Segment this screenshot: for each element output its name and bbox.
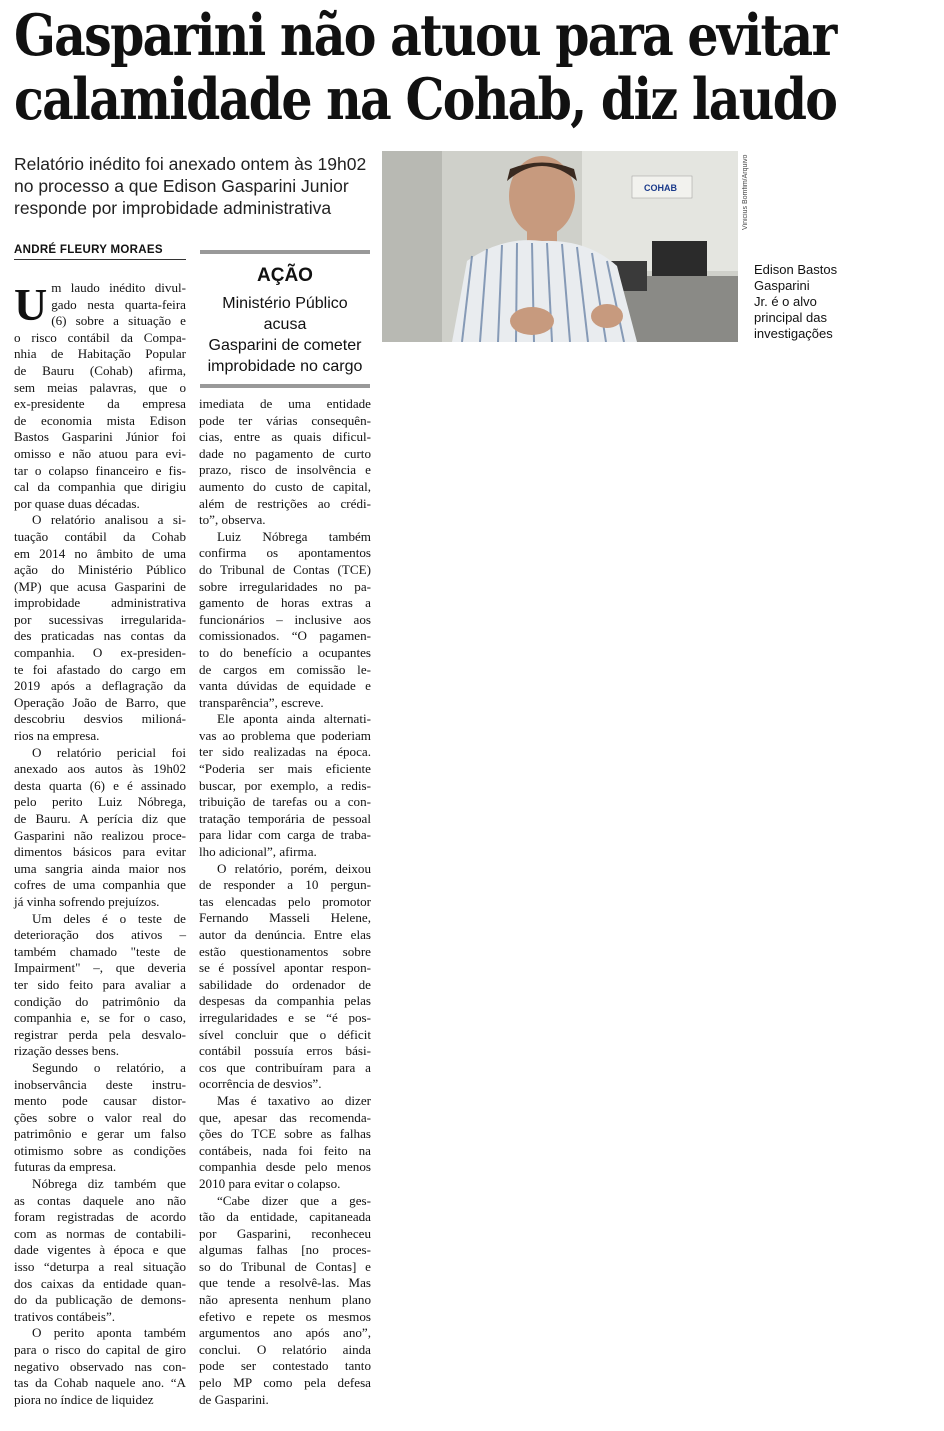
article-line: (MP) que acusa Gasparini de — [14, 578, 186, 594]
article-line: não apresenta nenhum plano — [199, 1292, 371, 1308]
article-line: autor da denúncia. Entre elas — [199, 927, 371, 942]
article-line: tas da Cohab naquele ano. “A — [14, 1375, 186, 1391]
article-line: Luiz Nóbrega também — [217, 528, 371, 544]
article-line: Bastos Gasparini Júnior foi — [14, 429, 186, 445]
article-line: to”, observa. — [199, 512, 266, 528]
article-line: ter sido realizadas na época. — [199, 744, 371, 760]
article-line: pelo MP como pela defesa — [199, 1375, 371, 1391]
headline-line-2: calamidade na Cohab, diz laudo — [14, 66, 837, 133]
article-line: despesas da companhia pelas — [199, 993, 371, 1009]
headline — [14, 2, 837, 133]
article-line: ções sobre o valor real do — [14, 1109, 186, 1125]
sidebar-box-title: AÇÃO — [257, 265, 313, 286]
article-line: so do Tribunal de Contas] e — [199, 1258, 371, 1274]
article-line: por sucessivas irregularida- — [14, 611, 186, 627]
article-line: tuação contábil da Cohab — [14, 528, 186, 544]
article-line: por Gasparini, reconheceu — [199, 1225, 371, 1241]
subhead-line-3: responde por improbidade administrativa — [14, 198, 332, 218]
sidebar-box-line: Ministério Público acusa — [222, 295, 348, 333]
article-line: de Bauru. A perícia diz que — [14, 811, 186, 826]
caption-line: principal das — [754, 310, 827, 325]
article-line: patrimônio e gerar um falso — [14, 1126, 186, 1142]
article-line: de cargos em comissão le- — [199, 661, 371, 677]
photo-caption — [754, 262, 854, 342]
article-line: ocorrência de desvios”. — [199, 1076, 322, 1092]
sidebar-box — [200, 250, 370, 388]
article-line: futuras da empresa. — [14, 1159, 117, 1175]
article-line: ex-presidente da empresa — [14, 396, 186, 412]
article-line: cal da companhia que dirigiu — [14, 479, 186, 495]
article-line: vas ao problema que poderiam — [199, 727, 371, 743]
article-line: tar o colapso financeiro e fis- — [14, 462, 186, 478]
article-line: Operação João de Barro, que — [14, 694, 186, 710]
article-line: as contas daquele ano não — [14, 1192, 186, 1208]
article-line: sível concluir que o déficit — [199, 1026, 371, 1042]
article-line: mento pode causar distor- — [14, 1093, 186, 1109]
article-line: de responder a 10 pergun- — [199, 877, 371, 893]
article-line: te foi afastado do cargo em — [14, 661, 186, 677]
article-line: para lidar com carga de traba- — [199, 827, 371, 843]
article-line: em 2014 no âmbito de uma — [14, 545, 186, 561]
dropcap: U — [14, 279, 48, 330]
article-line: Segundo o relatório, a — [32, 1059, 186, 1075]
article-line: sobre irregularidades no pa- — [199, 578, 371, 594]
article-line: que, apesar das recomenda- — [199, 1109, 371, 1125]
article-line: 2010 para evitar o colapso. — [199, 1175, 341, 1191]
article-line: vanta dúvidas de equidade e — [199, 678, 371, 694]
article-line: contábeis, nada foi feito na — [199, 1142, 371, 1158]
article-line: aumento do custo de capital, — [199, 478, 371, 494]
article-line: ter sido feito para avaliar a — [14, 976, 186, 992]
photo-credit: Vinicius Bomfim/Arquivo — [742, 154, 749, 230]
article-line: rios na empresa. — [14, 728, 100, 744]
article-line: O relatório, porém, deixou — [217, 860, 371, 876]
article-line: sabilidade do ordenador de — [199, 976, 371, 992]
article-line: companhia. O ex-presiden- — [14, 645, 186, 661]
article-line: transparência”, escreve. — [199, 694, 324, 710]
article-line: conclui. O relatório ainda — [199, 1341, 371, 1357]
article-line: condição do patrimônio da — [14, 993, 186, 1009]
article-line: dade no pagamento de curto — [199, 445, 371, 461]
article-line: para o risco do capital de giro — [14, 1342, 186, 1357]
article-line: Um deles é o teste de — [32, 910, 186, 926]
article-line: piora no índice de liquidez — [14, 1391, 154, 1407]
article-line: se é possível apontar respon- — [199, 960, 371, 976]
article-line: desta quarta (6) e é assinado — [14, 777, 186, 793]
article-line: trativos contábeis”. — [14, 1308, 116, 1324]
article-line: Nóbrega diz também que — [32, 1176, 186, 1192]
article-line: companhia e, se for o caso, — [14, 1010, 186, 1026]
article-line: des praticadas nas contas da — [14, 628, 186, 644]
article-line: pelo perito Luiz Nóbrega, — [14, 794, 186, 810]
article-line: dade vigentes à época e que — [14, 1242, 186, 1258]
article-line: Fernando Masseli Helene, — [199, 910, 371, 926]
caption-line: Gasparini — [754, 278, 810, 293]
article-line: companhia desde pelo menos — [199, 1159, 371, 1175]
article-line: O relatório analisou a si- — [32, 512, 186, 528]
article-line: foram registradas de acordo — [14, 1209, 186, 1225]
article-line: irregularidades e se “é pos- — [199, 1009, 371, 1025]
article-line: efetivo e repete os mesmos — [199, 1308, 371, 1324]
article-line: estão questionamentos sobre — [199, 943, 371, 959]
article-line: que tende a resolvê-las. Mas — [199, 1275, 371, 1291]
article-line: também chamado "teste de — [14, 943, 186, 959]
article-line: algumas falhas [no proces- — [199, 1242, 371, 1258]
article-line: de Gasparini. — [199, 1391, 269, 1407]
article-line: descobriu desvios milioná- — [14, 711, 186, 727]
article-column-2 — [199, 396, 371, 1408]
article-line: (6) sobre a situação e — [51, 313, 186, 329]
article-line: otimismo sobre as condições — [14, 1142, 186, 1158]
article-line: cos que contribuíram para a — [199, 1059, 371, 1075]
article-line: tratação temporária de pessoal — [199, 810, 371, 826]
article-line: improbidade administrativa — [14, 595, 186, 611]
article-line: contábil possuía erros bási- — [199, 1043, 371, 1059]
article-line: do Tribunal de Contas (TCE) — [199, 561, 371, 577]
article-line: o risco contábil da Compa- — [14, 329, 186, 345]
article-line: Impairment" –, que deveria — [14, 960, 186, 976]
article-line: to do benefício a ocupantes — [199, 644, 371, 660]
article-line: por quase duas décadas. — [14, 495, 140, 511]
article-line: cias, entre as quais dificul- — [199, 429, 371, 445]
byline: ANDRÉ FLEURY MORAES — [14, 244, 186, 260]
article-line: além de restrições ao crédi- — [199, 495, 371, 511]
article-line: já vinha sofrendo prejuízos. — [14, 893, 160, 909]
sidebar-box-line: improbidade no cargo — [207, 358, 363, 375]
cohab-wall-logo: COHAB — [644, 183, 677, 193]
article-line: lho adicional”, afirma. — [199, 844, 317, 860]
article-line: anexado aos autos às 19h02 — [14, 761, 186, 777]
article-line: “Poderia ser mais eficiente — [199, 761, 371, 777]
article-line: inobservância deste instru- — [14, 1076, 186, 1092]
article-line: tas elencadas pelo promotor — [199, 893, 371, 909]
article-line: argumentos ano após ano”, — [199, 1325, 371, 1341]
article-line: isso “deturpa a real situação — [14, 1259, 186, 1275]
article-line: deterioração dos ativos – — [14, 927, 186, 943]
article-line: ação do Ministério Público — [14, 562, 186, 578]
article-line: pode ter várias consequên- — [199, 412, 371, 428]
article-line: “Cabe dizer que a ges- — [217, 1192, 371, 1208]
article-line: Gasparini não realizou proce- — [14, 827, 186, 843]
article-line: negativo observado nas con- — [14, 1358, 186, 1374]
headline-line-1: Gasparini não atuou para evitar — [14, 2, 836, 69]
article-line: gado nesta quarta-feira — [51, 296, 186, 312]
caption-line: Jr. é o alvo — [754, 294, 817, 309]
article-line: dos caixas da entidade quan- — [14, 1275, 186, 1291]
article-line: com as normas de contabili- — [14, 1225, 186, 1241]
article-line: uma sangria ainda maior nos — [14, 860, 186, 876]
article-line: buscar, por exemplo, a redis- — [199, 777, 371, 793]
article-line: prazo, risco de insolvência e — [199, 462, 371, 478]
article-line: ções do TCE sobre as falhas — [199, 1126, 371, 1142]
caption-line: investigações — [754, 326, 833, 341]
photo-illustration — [382, 151, 738, 342]
article-line: tão da entidade, capitaneada — [199, 1209, 371, 1225]
article-line: Mas é taxativo ao dizer — [217, 1092, 371, 1108]
article-line: O perito aponta também — [32, 1325, 186, 1341]
article-line: 2019 após a deflagração da — [14, 678, 186, 694]
article-line: nhia de Habitação Popular — [14, 346, 186, 362]
article-line: cofres de uma companhia que — [14, 877, 186, 893]
article-line: gamento de horas extras a — [199, 595, 371, 611]
article-column-1 — [14, 280, 186, 1408]
article-line: rização desses bens. — [14, 1043, 120, 1059]
article-line: O relatório pericial foi — [32, 744, 186, 760]
article-line: do da publicação de demons- — [14, 1292, 186, 1308]
article-line: tribuição de tarefas ou a con- — [199, 794, 371, 810]
subhead — [14, 153, 374, 219]
subhead-line-1: Relatório inédito foi anexado ontem às 19h02 — [14, 154, 367, 174]
sidebar-box-text — [200, 293, 370, 377]
article-line: imediata de uma entidade — [199, 396, 371, 411]
article-line: pode ser contestado tanto — [199, 1358, 371, 1374]
article-line: comissionados. “O pagamen- — [199, 628, 371, 644]
article-line: funcionários – inclusive aos — [199, 611, 371, 627]
caption-line: Edison Bastos — [754, 262, 838, 277]
sidebar-box-line: Gasparini de cometer — [208, 337, 362, 354]
article-line: confirma os apontamentos — [199, 545, 371, 561]
article-line: de economia mista Edison — [14, 412, 186, 428]
article-line: m laudo inédito divul- — [51, 280, 186, 295]
article-line: de Bauru (Cohab) afirma, — [14, 362, 186, 378]
article-line: dimentos básicos para evitar — [14, 844, 186, 860]
article-line: Ele aponta ainda alternati- — [217, 711, 371, 727]
subhead-line-2: no processo a que Edison Gasparini Junior — [14, 176, 349, 196]
article-photo — [382, 151, 738, 342]
article-line: omisso e não atuou para evi- — [14, 445, 186, 461]
article-line: sem meias palavras, que o — [14, 379, 186, 395]
article-line: registrar perda pela desvalo- — [14, 1026, 186, 1042]
